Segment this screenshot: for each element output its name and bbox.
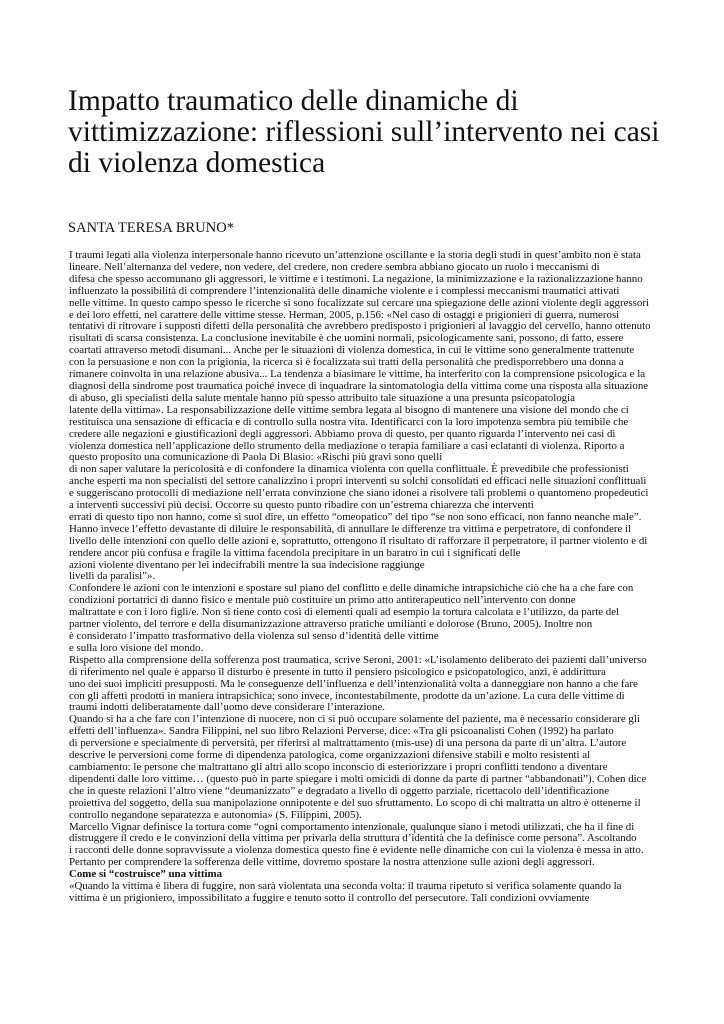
body-text-line: restituisca una sensazione di efficacia e di controllo sulla nostra vita. Identificarci con la loro impotenza sembra più temibile che [69, 415, 629, 428]
body-text-line: influenzato la possibilità di comprendere l’intenzionalità delle dinamiche violente e i complessi meccanismi traumatici attivati [69, 284, 620, 297]
body-text-line: nelle vittime. In questo campo spesso le ricerche si sono focalizzate sul cercare una spiegazione delle azioni violente degli aggressori [69, 296, 650, 309]
body-text-line: di perversione e specialmente di perversità, per riferirsi al maltrattamento (mis-use) di una persona da parte di un’altra. L’autore [69, 737, 627, 750]
body-text-line: I traumi legati alla violenza interpersonale hanno ricevuto un’attenzione oscillante e la storia degli studi in quest’ambito non è stata [69, 249, 641, 261]
body-text-line: difesa che spesso accomunano gli aggressori, le vittime e i testimoni. La negazione, la minimizzazione e la razionalizzazione hanno [69, 272, 643, 285]
article-body [69, 250, 669, 905]
body-text-line: tentativi di ritrovare i supposti difetti della personalità che avrebbero predisposto i prigionieri al lavaggio del cervello, hanno ottenuto [69, 320, 651, 333]
body-text-line: partner violento, del terrore e della disumanizzazione attraverso pratiche umilianti e dolorose (Bruno, 2005). Inoltre non [69, 618, 593, 631]
body-text-line: e sulla loro visione del mondo. [69, 641, 204, 654]
body-text-line: con la persuasione e non con la prigionia, la ricerca si è focalizzata sui tratti della personalità che predisporrebbero una donna a [69, 356, 624, 369]
body-text-line: Rispetto alla comprensione della sofferenza post traumatica, scrive Seroni, 2001: «L’isolamento deliberato dei pazienti dall’universo [69, 653, 647, 666]
body-text-line: Pertanto per comprendere la sofferenza delle vittime, dovremo spostare la nostra attenzione sulle azioni degli aggressori. [69, 856, 595, 869]
body-text-line: di non saper valutare la pericolosità e di confondere la dinamica violenta con quella conflittuale. È prevedibile che professionisti [69, 463, 629, 476]
body-text-line: è considerato l’impatto trasformativo della violenza sul senso d’identità delle vittime [69, 630, 439, 642]
body-text-line: questo proposito una comunicazione di Paola Di Blasio: «Rischi più gravi sono quelli [69, 451, 443, 464]
body-text-line: livelli da paralisi”». [69, 570, 156, 583]
body-text-line: controllo negandone separatezza e autonomia» (S. Filippini, 2005). [69, 808, 362, 821]
body-text-line: i racconti delle donne sopravvissute a violenza domestica questo fine è evidente nelle dinamiche con cui la violenza è messa in atto. [69, 844, 644, 857]
body-text-line: «Quando la vittima è libera di fuggire, non sarà violentata una seconda volta: il trauma ripetuto si verifica solamente quando la [69, 880, 622, 893]
author-name: SANTA TERESA BRUNO* [68, 220, 234, 236]
body-text-line: distruggere il credo e le convinzioni della vittima per privarla della struttura d’identità che la definisce come persona”. Ascoltando [69, 832, 637, 845]
body-text-line: e dei loro effetti, nel carattere delle vittime stesse. Herman, 2005, p.156: «Nel caso di ostaggi e prigionieri di guerra, numerosi [69, 308, 620, 321]
body-text-line: condizioni portatrici di danno fisico e mentale può costituire un primo atto antiterapeutico nell’intervento con donne [69, 594, 576, 607]
body-text-line: traumi indotti deliberatamente dall’uomo deve considerare l’interazione. [69, 701, 386, 714]
body-text-line: anche esperti ma non specialisti del settore canalizzino i propri interventi su solchi consolidati ed efficaci nelle situazioni conflittuali [69, 475, 647, 488]
body-text-line: cambiamento: le persone che maltrattano gli altri allo scopo inconscio di esteriorizzare i propri conflitti tendono a diventare [69, 760, 608, 773]
body-text-line: descrive le perversioni come forme di dipendenza patologica, come organizzazioni difensive stabili e molto resistenti al [69, 749, 591, 762]
body-text-line: Hanno invece l’effetto devastante di diluire le responsabilità, di annullare le differenze tra vittima e perpetratore, di confondere il [69, 522, 632, 535]
section-heading: Come si “costruisce” una vittima [69, 868, 223, 881]
body-text-line: diagnosi della sindrome post traumatica poiché invece di inquadrare la sintomatologia della vittima come una risposta alla situazione [69, 379, 649, 392]
body-text-line: Confondere le azioni con le intenzioni e spostare sul piano del conflitto e delle dinamiche intrapsichiche ciò che ha a che fare con [69, 582, 634, 595]
body-text-line: latente della vittima». La responsabilizzazione delle vittime sembra legata al bisogno di mantenere una visione del mondo che ci [69, 403, 629, 416]
body-text-line: rimanere coinvolta in una relazione abusiva... La tendenza a biasimare le vittime, ha interferito con la comprensione psicologica e la [69, 368, 646, 381]
body-text-line: di abuso, gli specialisti della salute mentale hanno più spesso attribuito tale situazione a una presunta psicopatologia [69, 391, 575, 404]
body-text-line: effetti dell’influenza». Sandra Filippini, nel suo libro Relazioni Perverse, dice: «Tra gli psicoanalisti Cohen (1992) ha parlato [69, 725, 614, 738]
body-text-line: coartati attraverso metodi disumani... Anche per le situazioni di violenza domestica, in cui le vittime sono generalmente trattenute [69, 344, 635, 357]
body-text-line: maltrattate e con i loro figli/e. Non si tiene conto così di elementi quali ad esempio la tortura calcolata e l’utilizzo, da parte del [69, 606, 620, 619]
body-text-line: e suggeriscano protocolli di mediazione nell’errata convinzione che siano idonei a risolvere tali problemi o quantomeno propedeutici [69, 487, 649, 500]
body-text-line: Quando si ha a che fare con l’intenzione di nuocere, non ci si può occupare solamente del paziente, ma è necessario considerare gli [69, 713, 640, 726]
body-text-line: a interventi successivi più decisi. Occorre su questo punto ribadire con un’estrema chiarezza che interventi [69, 499, 534, 512]
article-title [68, 86, 688, 179]
body-text-line: risultati di scarsa consistenza. La conclusione inevitabile è che uomini normali, psicologicamente sani, possono, di fatto, essere [69, 332, 624, 345]
title-line: vittimizzazione: riflessioni sull’intervento nei casi [68, 116, 660, 148]
body-text-line: uno dei suoi impliciti presupposti. Ma le conseguenze dell’influenza e dell’intenzionalità volta a danneggiare non hanno a che fare [69, 677, 638, 690]
body-text-line: con gli affetti prodotti in maniera intrapsichica; sono invece, incontestabilmente, prodotte da un’azione. La cura delle vittime di [69, 689, 625, 702]
body-text-line: azioni violente diventano per lei indecifrabili mentre la sua indecisione raggiunge [69, 558, 425, 571]
body-text-line: errati di questo tipo non hanno, come si suol dire, un effetto “omeopatico” del tipo “se non sono efficaci, non fanno neanche male”. [69, 510, 642, 523]
title-line: di violenza domestica [68, 147, 326, 179]
title-line: Impatto traumatico delle dinamiche di [68, 85, 519, 117]
body-text-line: dipendenti dalle loro vittime… (questo può in parte spiegare i molti omicidi di donne da parte di partner “abbandonati”). Cohen dice [69, 772, 647, 785]
body-text-line: rendere ancor più confusa e fragile la vittima facendola precipitare in un baratro in cui i significati delle [69, 546, 521, 559]
body-text-line: di riferimento nel quale è apparso il disturbo è presente in tutto il pensiero psicologico e psicopatologico, anzi, è addirittura [69, 665, 606, 678]
body-text-line: violenza domestica nell’applicazione dello strumento della mediazione o terapia familiare a casi eclatanti di violenza. Riporto a [69, 439, 625, 452]
body-text-line: proiettiva del soggetto, della sua manipolazione onnipotente e del suo sfruttamento. Lo scopo di chi maltratta un altro è ottenerne il [69, 796, 641, 809]
body-text-line: Marcello Vignar definisce la tortura come “ogni comportamento intenzionale, qualunque siano i metodi utilizzati, che ha il fine di [69, 820, 635, 833]
body-text-line: credere alle negazioni e giustificazioni degli aggressori. Abbiamo prova di questo, per quanto riguarda l’intervento nei casi di [69, 427, 616, 440]
body-text-line: lineare. Nell’alternanza del vedere, non vedere, del credere, non credere sembra abbiano giocato un ruolo i meccanismi di [69, 260, 600, 273]
body-text-line: che in queste relazioni l’altro viene “deumanizzato” e degradato a livello di oggetto parziale, ricettacolo dell’identificazione [69, 784, 610, 797]
body-text-line: vittima è un prigioniero, impossibilitato a fuggire e tenuto sotto il controllo del persecutore. Tali condizioni ovviamente [69, 891, 590, 904]
body-text-line: livello delle intenzioni con quello delle azioni e, soprattutto, ottengono il risultato di rafforzare il perpetratore, il partner violento e di [69, 534, 648, 547]
